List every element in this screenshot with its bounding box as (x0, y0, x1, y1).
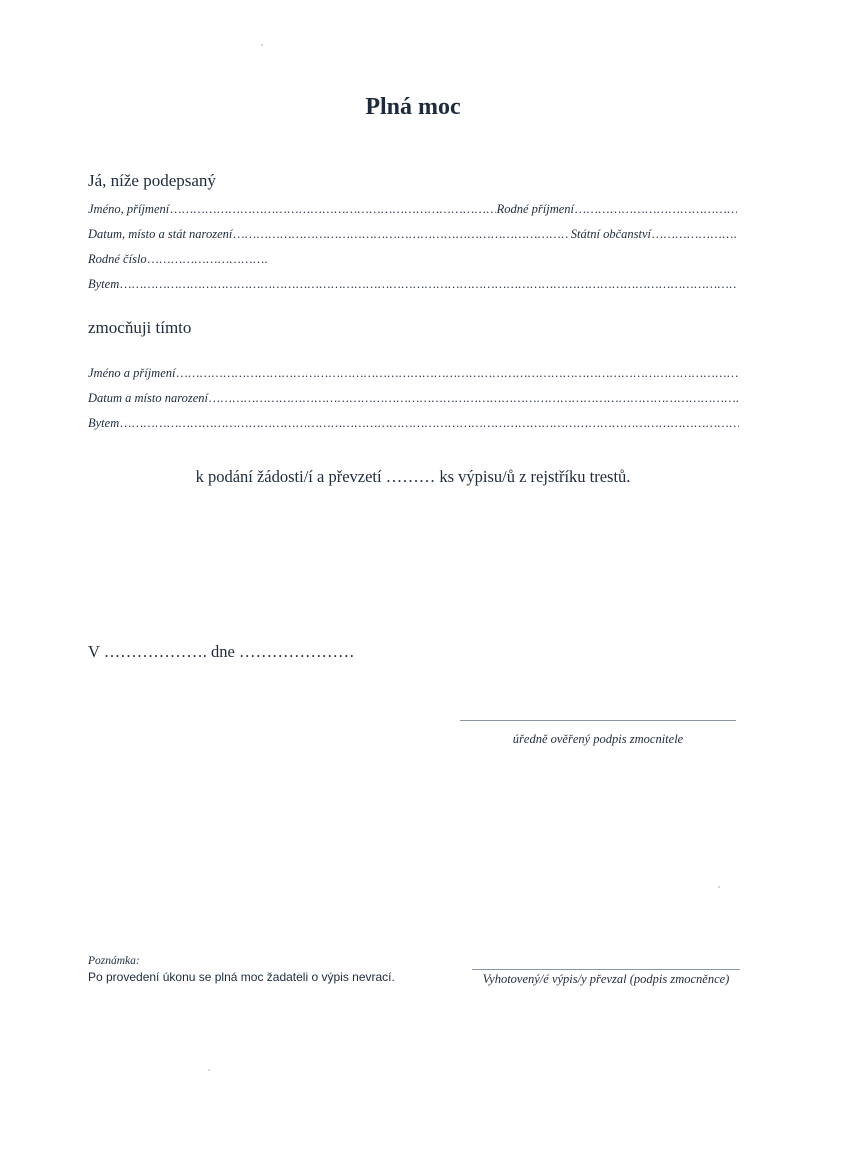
place-field[interactable]: ………………. (103, 642, 207, 661)
agent-birth-field[interactable] (209, 391, 739, 406)
principal-name-label: Jméno, příjmení (88, 202, 170, 216)
agent-signature-caption: Vyhotovený/é výpis/y převzal (podpis zmocněnce) (482, 972, 730, 986)
date-field[interactable]: ………………… (238, 642, 355, 661)
principal-id-label: Rodné číslo (88, 252, 147, 266)
principal-birth-surname-label: Rodné příjmení (496, 202, 574, 216)
document-title: Plná moc (365, 94, 461, 120)
place-date-line (88, 642, 354, 662)
principal-residence-label: Bytem (88, 277, 120, 291)
purpose-statement: k podání žádosti/í a převzetí ……… ks výpisu/ů z rejstříku trestů. (195, 467, 631, 486)
agent-residence-field[interactable] (120, 416, 739, 431)
agent-name-label: Jméno a příjmení (88, 366, 176, 380)
principal-birth-label: Datum, místo a stát narození (88, 227, 233, 241)
note-label: Poznámka: (88, 955, 140, 967)
agent-residence-label: Bytem (88, 416, 120, 430)
principal-residence-field[interactable] (120, 277, 737, 292)
principal-birth-surname-field[interactable] (575, 202, 737, 217)
principal-signature-line[interactable] (460, 720, 736, 721)
principal-name-row (88, 202, 738, 217)
principal-birth-field[interactable] (233, 227, 569, 242)
note-text: Po provedení úkonu se plná moc žadateli o výpis nevrací. (88, 970, 395, 984)
principal-signature-caption: úředně ověřený podpis zmocnitele (512, 732, 684, 746)
agent-residence-row (88, 416, 740, 431)
principal-id-row (88, 252, 268, 267)
agent-heading: zmocňuji tímto (88, 318, 192, 337)
agent-birth-row (88, 391, 740, 406)
principal-heading: Já, níže podepsaný (88, 171, 216, 190)
principal-citizenship-field[interactable] (652, 227, 737, 242)
principal-id-field[interactable] (148, 252, 267, 267)
principal-birth-row (88, 227, 738, 242)
agent-birth-label: Datum a místo narození (88, 391, 209, 405)
principal-name-field[interactable] (170, 202, 495, 217)
agent-name-field[interactable] (176, 366, 739, 381)
scan-speck (261, 44, 263, 46)
agent-signature-line[interactable] (472, 969, 740, 970)
agent-name-row (88, 366, 740, 381)
date-prefix: dne (211, 642, 235, 661)
scan-speck (718, 886, 720, 888)
scan-speck (208, 1069, 210, 1071)
principal-residence-row (88, 277, 738, 292)
place-prefix: V (88, 642, 100, 661)
principal-citizenship-label: Státní občanství (570, 227, 651, 241)
